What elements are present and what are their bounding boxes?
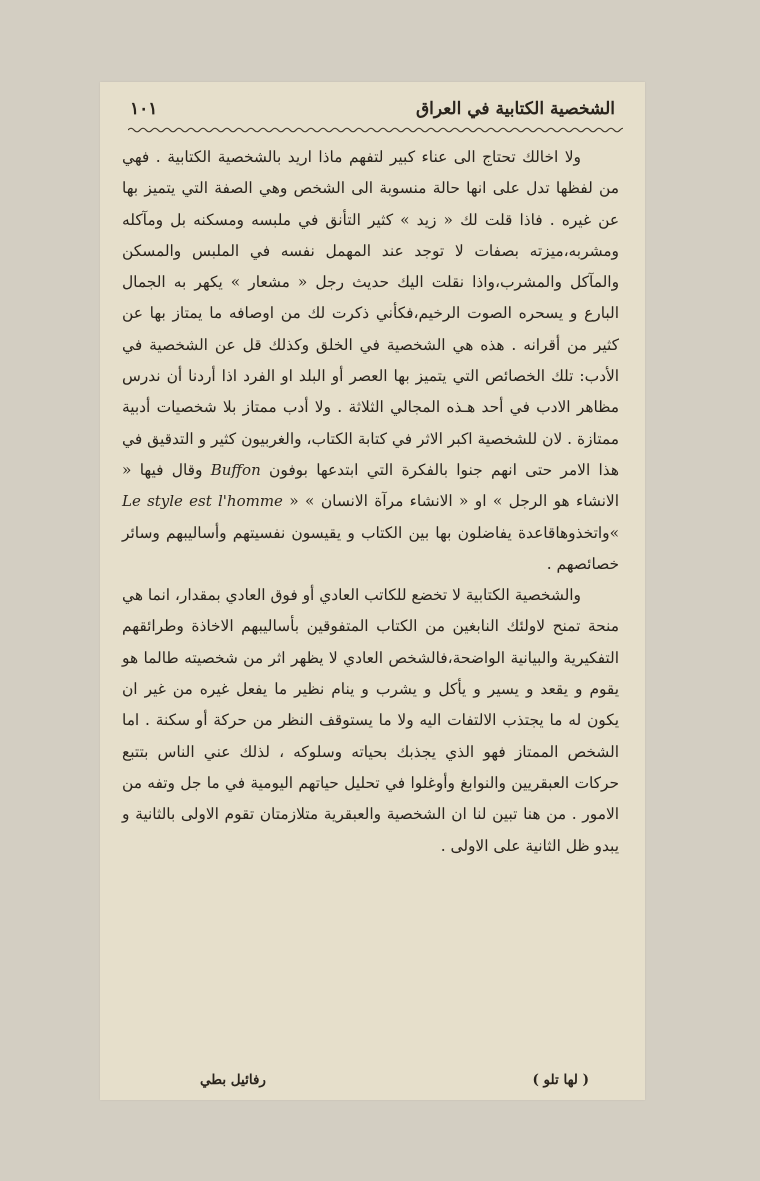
attribution-source: ( لها تلو ) bbox=[532, 1072, 589, 1088]
paragraph-1-text-a: ولا اخالك تحتاج الى عناء كبير لتفهم ماذا اريد بالشخصية الكتابية . فهي من لفظها تدل على انها حالة منسوبة الى الشخص وهي الصفة التي يتميز بها عن غيره . فاذا قلت لك « زيد » كثير التأنق في ملبسه ومسكنه بل ومآكله ومشربه،ميزته بصفات لا توجد عند المهمل نفسه في الملبس والمسكن والمآكل والمشرب،واذا نقلت اليك حديث رجل « مشعار » يكهر به الجمال البارع و يسحره الصوت الرخيم،فكأني ذكرت لك من اوصافه ما يمتاز بها عن كثير من أقرانه . هذه هي الشخصية في الخلق وكذلك قل عن الشخصية في الأدب: تلك الخصائص التي يتميز بها العصر أو البلد او الفرد اذا أردنا أن ندرس مظاهر الادب في أحد هـذه المجالي الثلاثة . ولا أدب ممتاز بلا شخصيات أدبية ممتازة . لان للشخصية اكبر الاثر في كتابة الكتاب، والغربيون كثير و التدقيق في هذا الامر حتى انهم جنوا بالفكرة التي ابتدعها بوفون bbox=[122, 148, 619, 479]
wavy-divider bbox=[128, 126, 623, 134]
latin-term-buffon: Buffon bbox=[210, 460, 261, 479]
attribution-author: رفائيل بطي bbox=[200, 1072, 266, 1088]
paragraph-1-text-b: وقال فيها « الانشاء هو الرجل » او « الانشاء مرآة الانسان » « bbox=[122, 460, 619, 511]
body-text bbox=[122, 142, 619, 862]
running-head-title: الشخصية الكتابية في العراق bbox=[415, 99, 615, 119]
paragraph-1 bbox=[122, 142, 619, 580]
paragraph-2-text: والشخصية الكتابية لا تخضع للكاتب العادي أو فوق العادي بمقدار، انما هي منحة تمنح لاولئك النابغين من الكتاب المتفوقين بأساليبهم الاخاذة وطرائقهم التفكيرية والبيانية الواضحة،فالشخص العادي لا يظهر اثر من شخصيته طالما هو يقوم و يقعد و يسير و يأكل و يشرب و ينام نظير ما يفعل غيره من غير ان يكون له ما يجتذب الالتفات اليه ولا ما يستوقف النظر من حركة أو سكنة . اما الشخص الممتاز فهو الذي يجذبك بحياته وسلوكه ، لذلك عني الناس بتتبع حركات العبقريين والنوابغ وأوغلوا في تحليل حياتهم اليومية في ما جل وتفه من الامور . من هنا تبين لنا ان الشخصية والعبقرية متلازمتان تقوم الاولى بالثانية و يبدو ظل الثانية على الاولى . bbox=[122, 586, 619, 855]
running-head bbox=[130, 94, 615, 124]
latin-quote: Le style est l'homme bbox=[122, 492, 283, 511]
attribution-line bbox=[200, 1072, 589, 1094]
book-page bbox=[100, 82, 645, 1100]
paragraph-1-text-c: »واتخذوهاقاعدة يفاضلون بها بين الكتاب و يقيسون نفسيتهم وأساليبهم وسائر خصائصهم . bbox=[122, 523, 619, 573]
wavy-divider-line bbox=[128, 126, 623, 134]
paragraph-2 bbox=[122, 580, 619, 862]
page-number: ١٠١ bbox=[130, 99, 158, 119]
